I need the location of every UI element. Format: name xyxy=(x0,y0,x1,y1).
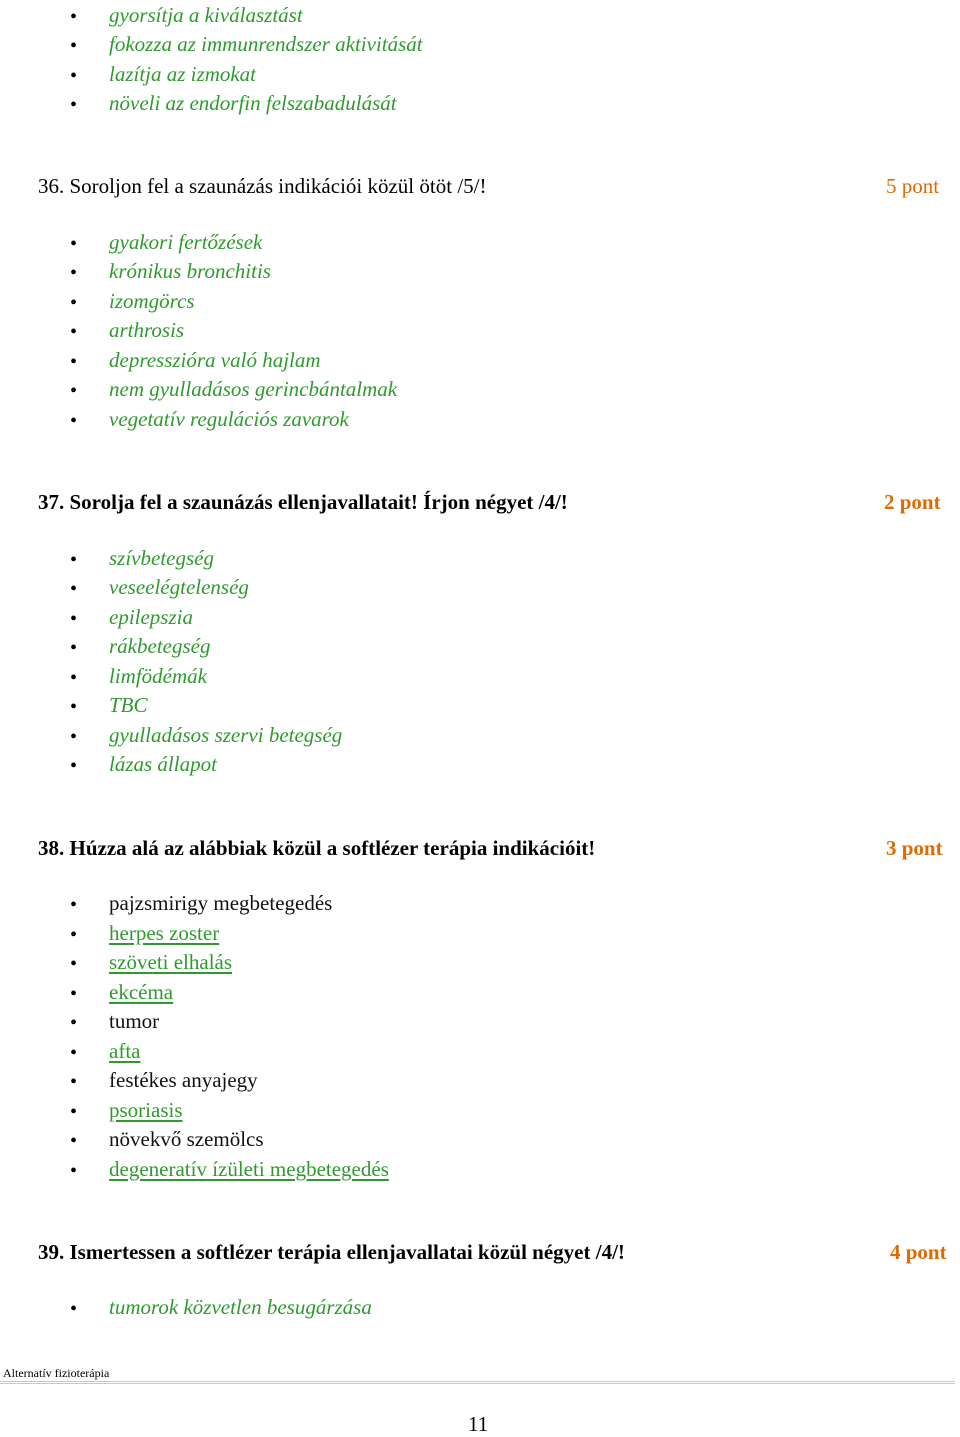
bullet-icon: • xyxy=(70,637,78,659)
list-item: növekvő szemölcs xyxy=(109,1127,264,1151)
bullet-icon: • xyxy=(70,262,78,284)
list-item: veseelégtelenség xyxy=(109,575,249,599)
footer-divider xyxy=(0,1381,955,1384)
bullet-icon: • xyxy=(70,321,78,343)
bullet-icon: • xyxy=(70,667,78,689)
list-item: lazítja az izmokat xyxy=(109,62,257,86)
list-item-underlined: psoriasis xyxy=(109,1098,183,1122)
bullet-icon: • xyxy=(70,924,78,946)
bullet-icon: • xyxy=(70,1012,78,1034)
bullet-icon: • xyxy=(70,1042,78,1064)
bullet-icon: • xyxy=(70,351,78,373)
question-39-title: 39. Ismertessen a softlézer terápia ellenjavallatai közül négyet /4/! xyxy=(38,1240,625,1264)
bullet-icon: • xyxy=(70,1160,78,1182)
list-item: tumorok közvetlen besugárzása xyxy=(109,1295,372,1319)
list-item: festékes anyajegy xyxy=(109,1068,258,1092)
list-item: vegetatív regulációs zavarok xyxy=(109,407,349,431)
bullet-icon: • xyxy=(70,983,78,1005)
bullet-icon: • xyxy=(70,233,78,255)
bullet-icon: • xyxy=(70,410,78,432)
list-item: gyakori fertőzések xyxy=(109,230,263,254)
list-item: depresszióra való hajlam xyxy=(109,348,321,372)
list-item-underlined: szöveti elhalás xyxy=(109,950,233,974)
bullet-icon: • xyxy=(70,94,78,116)
bullet-icon: • xyxy=(70,726,78,748)
bullet-icon: • xyxy=(70,1071,78,1093)
bullet-icon: • xyxy=(70,1101,78,1123)
bullet-icon: • xyxy=(70,6,78,28)
bullet-icon: • xyxy=(70,1298,78,1320)
question-38-title: 38. Húzza alá az alábbiak közül a softlézer terápia indikációit! xyxy=(38,836,596,860)
bullet-icon: • xyxy=(70,1130,78,1152)
list-item: szívbetegség xyxy=(109,546,214,570)
list-item: növeli az endorfin felszabadulását xyxy=(109,91,397,115)
bullet-icon: • xyxy=(70,696,78,718)
question-36-title: 36. Soroljon fel a szaunázás indikációi közül ötöt /5/! xyxy=(38,174,487,198)
bullet-icon: • xyxy=(70,894,78,916)
list-item: TBC xyxy=(109,693,148,717)
list-item: gyorsítja a kiválasztást xyxy=(109,3,303,27)
list-item-underlined: afta xyxy=(109,1039,141,1063)
list-item-underlined: ekcéma xyxy=(109,980,174,1004)
list-item: gyulladásos szervi betegség xyxy=(109,723,343,747)
list-item: fokozza az immunrendszer aktivitását xyxy=(109,32,423,56)
list-item-underlined: herpes zoster xyxy=(109,921,220,945)
list-item-underlined: degeneratív ízületi megbetegedés xyxy=(109,1157,389,1181)
bullet-icon: • xyxy=(70,608,78,630)
bullet-icon: • xyxy=(70,578,78,600)
page-number: 11 xyxy=(468,1412,489,1436)
list-item: krónikus bronchitis xyxy=(109,259,271,283)
footer-title: Alternatív fizioterápia xyxy=(3,1366,110,1380)
list-item: rákbetegség xyxy=(109,634,211,658)
bullet-icon: • xyxy=(70,380,78,402)
list-item: lázas állapot xyxy=(109,752,217,776)
list-item: tumor xyxy=(109,1009,160,1033)
bullet-icon: • xyxy=(70,292,78,314)
list-item: arthrosis xyxy=(109,318,185,342)
question-36-points: 5 pont xyxy=(886,174,940,198)
question-39-points: 4 pont xyxy=(890,1240,947,1264)
bullet-icon: • xyxy=(70,549,78,571)
bullet-icon: • xyxy=(70,65,78,87)
list-item: epilepszia xyxy=(109,605,193,629)
list-item: pajzsmirigy megbetegedés xyxy=(109,891,333,915)
list-item: nem gyulladásos gerincbántalmak xyxy=(109,377,398,401)
question-37-points: 2 pont xyxy=(884,490,941,514)
question-38-points: 3 pont xyxy=(886,836,943,860)
list-item: izomgörcs xyxy=(109,289,195,313)
bullet-icon: • xyxy=(70,953,78,975)
bullet-icon: • xyxy=(70,755,78,777)
question-37-title: 37. Sorolja fel a szaunázás ellenjavallatait! Írjon négyet /4/! xyxy=(38,490,568,514)
bullet-icon: • xyxy=(70,35,78,57)
list-item: limfödémák xyxy=(109,664,207,688)
